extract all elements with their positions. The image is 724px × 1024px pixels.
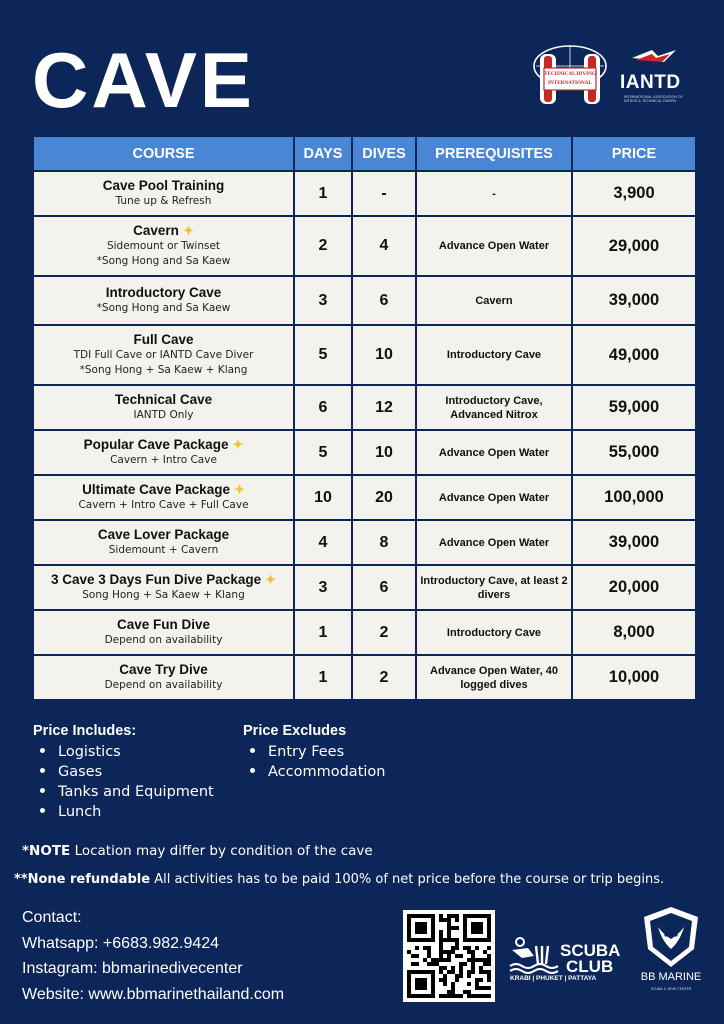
list-item: Logistics: [40, 742, 214, 762]
course-name-text: Popular Cave Package: [83, 437, 229, 452]
tdi-logo: [530, 44, 610, 108]
course-price: 20,000: [572, 565, 696, 610]
scuba-word: SCUBA: [560, 941, 621, 960]
course-name: [38, 285, 289, 301]
table-row: [33, 520, 696, 565]
contact-heading: Contact:: [22, 909, 82, 926]
course-days: 6: [294, 385, 352, 430]
header-course: COURSE: [33, 136, 294, 171]
sparkle-icon: ✦: [265, 572, 277, 587]
list-item: Tanks and Equipment: [40, 782, 214, 802]
note-label: *NOTE: [22, 843, 71, 859]
course-dives: 10: [352, 430, 416, 475]
contact-block: [22, 905, 284, 1007]
course-name: [38, 482, 289, 498]
course-prerequisites: -: [416, 171, 572, 216]
scuba-club-diver-icon: [508, 934, 560, 974]
course-cell: [33, 276, 294, 325]
table-row: [33, 475, 696, 520]
page-title: CAVE: [32, 36, 255, 124]
course-prerequisites: Introductory Cave: [416, 325, 572, 385]
course-dives: 20: [352, 475, 416, 520]
table-row: [33, 385, 696, 430]
course-name-text: Cave Pool Training: [102, 178, 225, 193]
course-prerequisites: Introductory Cave, at least 2 divers: [416, 565, 572, 610]
course-dives: 10: [352, 325, 416, 385]
contact-website[interactable]: Website: www.bbmarinethailand.com: [22, 985, 285, 1003]
course-cell: [33, 385, 294, 430]
scuba-club-logo: [508, 932, 626, 987]
course-price: 3,900: [572, 171, 696, 216]
sparkle-icon: ✦: [232, 437, 244, 452]
table-header-row: [33, 136, 696, 171]
tdi-line-2: INTERNATIONAL: [547, 80, 592, 86]
refund-note: [14, 872, 664, 887]
course-description: *Song Hong + Sa Kaew + Klang: [79, 364, 248, 376]
course-prerequisites: Advance Open Water, 40 logged dives: [416, 655, 572, 700]
iantd-word: IANTD: [620, 72, 681, 93]
course-days: 4: [294, 520, 352, 565]
course-description: IANTD Only: [133, 409, 194, 421]
list-item: Accommodation: [250, 762, 385, 782]
course-description: Tune up & Refresh: [115, 195, 212, 207]
sparkle-icon: ✦: [182, 223, 194, 238]
course-price: 8,000: [572, 610, 696, 655]
course-name: [38, 572, 289, 588]
course-description: *Song Hong and Sa Kaew: [96, 302, 231, 314]
course-table: [32, 135, 697, 701]
table-row: [33, 276, 696, 325]
header-price: PRICE: [572, 136, 696, 171]
course-prerequisites: Introductory Cave, Advanced Nitrox: [416, 385, 572, 430]
qr-code[interactable]: [403, 910, 495, 1002]
course-name-text: Cave Try Dive: [119, 662, 208, 677]
course-name-text: Cave Lover Package: [97, 527, 230, 542]
course-dives: 4: [352, 216, 416, 276]
course-description: Sidemount + Cavern: [108, 544, 219, 556]
list-item: Lunch: [40, 802, 214, 822]
header-dives: DIVES: [352, 136, 416, 171]
course-description: TDI Full Cave or IANTD Cave Diver: [73, 349, 254, 361]
course-prerequisites: Advance Open Water: [416, 520, 572, 565]
course-price: 100,000: [572, 475, 696, 520]
course-days: 1: [294, 171, 352, 216]
course-name: [38, 332, 289, 348]
tdi-line-1: TECHNICAL DIVING: [544, 71, 596, 77]
header-prerequisites: PREREQUISITES: [416, 136, 572, 171]
course-price: 55,000: [572, 430, 696, 475]
iantd-subtitle: INTERNATIONAL ASSOCIATION OF NITROX & TECHNICAL DIVERS: [624, 95, 683, 103]
course-days: 1: [294, 655, 352, 700]
course-dives: 2: [352, 655, 416, 700]
course-dives: 12: [352, 385, 416, 430]
course-dives: -: [352, 171, 416, 216]
refund-label: **None refundable: [14, 872, 151, 887]
course-name-text: Full Cave: [133, 332, 194, 347]
course-price: 39,000: [572, 520, 696, 565]
contact-whatsapp[interactable]: Whatsapp: +6683.982.9424: [22, 934, 220, 952]
course-prerequisites: Cavern: [416, 276, 572, 325]
refund-text: All activities has to be paid 100% of net price before the course or trip begins.: [154, 872, 665, 887]
course-cell: [33, 655, 294, 700]
course-days: 5: [294, 430, 352, 475]
course-days: 3: [294, 276, 352, 325]
table-row: [33, 655, 696, 700]
sparkle-icon: ✦: [233, 482, 245, 497]
course-name-text: Technical Cave: [114, 392, 213, 407]
course-name-text: Cave Fun Dive: [116, 617, 211, 632]
course-cell: [33, 475, 294, 520]
course-description: Song Hong + Sa Kaew + Klang: [82, 589, 245, 601]
course-description: Cavern + Intro Cave + Full Cave: [78, 499, 249, 511]
course-days: 5: [294, 325, 352, 385]
excludes-list: [250, 742, 385, 782]
qr-code-icon: [407, 914, 491, 998]
course-dives: 6: [352, 565, 416, 610]
course-cell: [33, 610, 294, 655]
course-cell: [33, 325, 294, 385]
course-name: [38, 392, 289, 408]
course-prerequisites: Introductory Cave: [416, 610, 572, 655]
course-price: 49,000: [572, 325, 696, 385]
iantd-logo: [618, 46, 688, 106]
course-cell: [33, 520, 294, 565]
course-days: 2: [294, 216, 352, 276]
course-cell: [33, 430, 294, 475]
course-name: [38, 223, 289, 239]
course-dives: 8: [352, 520, 416, 565]
scuba-locations: KRABI | PHUKET | PATTAYA: [510, 975, 597, 982]
course-name-text: Cavern: [133, 223, 179, 238]
course-description: Cavern + Intro Cave: [110, 454, 217, 466]
course-name: [38, 437, 289, 453]
list-item: Entry Fees: [250, 742, 385, 762]
course-name: [38, 178, 289, 194]
course-prerequisites: Advance Open Water: [416, 216, 572, 276]
course-name: [38, 662, 289, 678]
table-row: [33, 565, 696, 610]
course-days: 3: [294, 565, 352, 610]
course-days: 10: [294, 475, 352, 520]
course-dives: 2: [352, 610, 416, 655]
course-name: [38, 527, 289, 543]
course-name-text: 3 Cave 3 Days Fun Dive Package: [50, 572, 262, 587]
course-description: Sidemount or Twinset: [106, 240, 221, 252]
club-word: CLUB: [566, 957, 614, 976]
location-note: [22, 843, 373, 859]
excludes-title: Price Excludes: [243, 723, 347, 739]
course-price: 10,000: [572, 655, 696, 700]
course-name-text: Ultimate Cave Package: [82, 482, 230, 497]
course-price: 39,000: [572, 276, 696, 325]
course-name-text: Introductory Cave: [105, 285, 222, 300]
course-cell: [33, 171, 294, 216]
course-cell: [33, 565, 294, 610]
course-dives: 6: [352, 276, 416, 325]
course-description: Depend on availability: [104, 679, 223, 691]
includes-list: [40, 742, 214, 822]
course-rows: [33, 171, 696, 700]
bb-marine-name: BB MARINE: [640, 971, 702, 983]
table-row: [33, 610, 696, 655]
course-days: 1: [294, 610, 352, 655]
course-price: 59,000: [572, 385, 696, 430]
bb-marine-shield-icon: [638, 905, 704, 969]
iantd-bird-logo-icon: [618, 46, 688, 72]
course-name: [38, 617, 289, 633]
bb-marine-sub: SCUBA & DIVE CENTER: [650, 987, 692, 991]
table-row: [33, 325, 696, 385]
table-row: [33, 216, 696, 276]
course-prerequisites: Advance Open Water: [416, 475, 572, 520]
course-description: Depend on availability: [104, 634, 223, 646]
contact-instagram[interactable]: Instagram: bbmarinedivecenter: [22, 960, 243, 977]
table-row: [33, 171, 696, 216]
list-item: Gases: [40, 762, 214, 782]
course-prerequisites: Advance Open Water: [416, 430, 572, 475]
note-text: Location may differ by condition of the cave: [74, 843, 373, 859]
course-price: 29,000: [572, 216, 696, 276]
course-cell: [33, 216, 294, 276]
course-description: *Song Hong and Sa Kaew: [96, 255, 231, 267]
header-days: DAYS: [294, 136, 352, 171]
table-row: [33, 430, 696, 475]
bb-marine-logo: [638, 905, 704, 1000]
includes-title: Price Includes:: [33, 723, 137, 739]
